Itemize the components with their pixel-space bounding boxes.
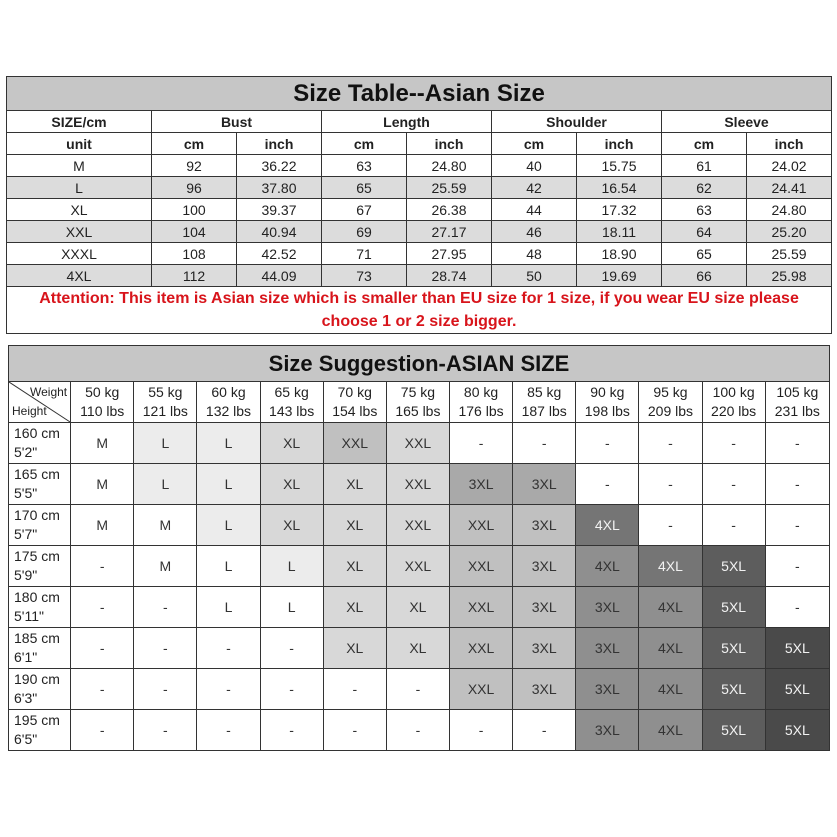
size-value-cell: 46 [492, 221, 577, 243]
weight-lbs: 176 lbs [458, 403, 504, 419]
suggested-size-cell: XXL [449, 628, 512, 669]
size-value-cell: 48 [492, 243, 577, 265]
size-value-cell: 62 [662, 177, 747, 199]
height-ft: 5'5" [14, 485, 38, 501]
unit-header: cm [152, 133, 237, 155]
size-value-cell: 36.22 [237, 155, 322, 177]
suggested-size-cell: - [323, 669, 386, 710]
size-value-cell: 40 [492, 155, 577, 177]
suggested-size-cell: - [765, 505, 829, 546]
height-ft: 5'11" [14, 608, 44, 624]
suggested-size-cell: XXL [386, 464, 449, 505]
suggested-size-cell: XL [386, 587, 449, 628]
suggested-size-cell: - [765, 587, 829, 628]
suggested-size-cell: L [197, 464, 260, 505]
weight-header-cell [639, 382, 702, 423]
suggested-size-cell: M [71, 464, 134, 505]
suggested-size-cell: - [71, 587, 134, 628]
suggested-size-cell: - [71, 669, 134, 710]
height-ft: 6'5" [14, 731, 38, 747]
suggested-size-cell: XXL [323, 423, 386, 464]
suggested-size-cell: XXL [449, 505, 512, 546]
suggested-size-cell: - [449, 710, 512, 751]
suggested-size-cell: 5XL [702, 546, 765, 587]
height-cell [9, 464, 71, 505]
suggested-size-cell: 4XL [639, 628, 702, 669]
suggested-size-cell: - [765, 464, 829, 505]
suggestion-row [9, 464, 830, 505]
size-value-cell: 112 [152, 265, 237, 287]
suggestion-row [9, 710, 830, 751]
suggested-size-cell: 4XL [576, 505, 639, 546]
suggested-size-cell: M [71, 505, 134, 546]
suggested-size-cell: 3XL [513, 546, 576, 587]
suggested-size-cell: L [134, 464, 197, 505]
size-name-cell: XL [7, 199, 152, 221]
size-row [7, 243, 832, 265]
weight-kg: 80 kg [463, 384, 499, 400]
suggested-size-cell: 4XL [639, 587, 702, 628]
weight-lbs: 132 lbs [205, 403, 252, 419]
suggested-size-cell: L [197, 505, 260, 546]
suggested-size-cell: - [134, 710, 197, 751]
weight-kg: 65 kg [274, 384, 309, 400]
weight-header-cell [323, 382, 386, 423]
height-cell [9, 505, 71, 546]
shoulder-header: Shoulder [492, 111, 662, 133]
weight-kg: 70 kg [337, 384, 372, 400]
weight-header-cell [260, 382, 323, 423]
size-value-cell: 19.69 [577, 265, 662, 287]
height-cell [9, 628, 71, 669]
height-cm: 160 cm [14, 425, 60, 441]
size-value-cell: 44.09 [237, 265, 322, 287]
weight-lbs: 121 lbs [142, 403, 188, 419]
suggested-size-cell: XL [323, 587, 386, 628]
suggested-size-cell: XXL [386, 505, 449, 546]
suggested-size-cell: XL [323, 505, 386, 546]
size-row [7, 221, 832, 243]
size-value-cell: 42.52 [237, 243, 322, 265]
suggested-size-cell: - [386, 710, 449, 751]
suggested-size-cell: 5XL [765, 628, 829, 669]
size-value-cell: 18.11 [577, 221, 662, 243]
suggested-size-cell: - [513, 710, 576, 751]
height-cm: 165 cm [14, 466, 60, 482]
suggested-size-cell: XL [386, 628, 449, 669]
weight-header-cell [197, 382, 260, 423]
height-cm: 180 cm [14, 589, 60, 605]
size-value-cell: 25.59 [407, 177, 492, 199]
unit-header: inch [237, 133, 322, 155]
size-value-cell: 24.02 [747, 155, 832, 177]
size-value-cell: 24.80 [407, 155, 492, 177]
suggested-size-cell: 5XL [702, 628, 765, 669]
unit-header: inch [407, 133, 492, 155]
height-cell [9, 710, 71, 751]
suggested-size-cell: 3XL [513, 587, 576, 628]
weight-lbs: 165 lbs [395, 403, 441, 419]
unit-header: cm [662, 133, 747, 155]
weight-lbs: 143 lbs [269, 403, 315, 419]
height-ft: 5'7" [14, 526, 38, 542]
size-value-cell: 24.80 [747, 199, 832, 221]
suggestion-title: Size Suggestion-ASIAN SIZE [9, 346, 830, 382]
size-name-cell: XXL [7, 221, 152, 243]
size-value-cell: 50 [492, 265, 577, 287]
weight-header-cell [134, 382, 197, 423]
suggested-size-cell: - [386, 669, 449, 710]
weight-kg: 55 kg [148, 384, 183, 400]
size-value-cell: 25.20 [747, 221, 832, 243]
size-value-cell: 15.75 [577, 155, 662, 177]
size-value-cell: 17.32 [577, 199, 662, 221]
suggested-size-cell: - [71, 546, 134, 587]
size-name-cell: L [7, 177, 152, 199]
size-value-cell: 63 [322, 155, 407, 177]
bust-header: Bust [152, 111, 322, 133]
suggested-size-cell: XXL [386, 546, 449, 587]
suggested-size-cell: XL [260, 505, 323, 546]
height-cell [9, 587, 71, 628]
suggested-size-cell: - [639, 505, 702, 546]
size-value-cell: 16.54 [577, 177, 662, 199]
weight-lbs: 110 lbs [80, 403, 125, 419]
size-suggestion-table [8, 345, 830, 751]
suggested-size-cell: - [639, 464, 702, 505]
attention-note: Attention: This item is Asian size which is smaller than EU size for 1 size, if you wear EU size please choose 1 or 2 size bigger. [7, 287, 832, 334]
weight-lbs: 198 lbs [584, 403, 630, 419]
suggestion-rows [9, 423, 830, 751]
size-value-cell: 44 [492, 199, 577, 221]
suggested-size-cell: M [134, 546, 197, 587]
suggested-size-cell: L [134, 423, 197, 464]
suggested-size-cell: - [765, 423, 829, 464]
weight-kg: 95 kg [653, 384, 688, 400]
weight-header-cell [513, 382, 576, 423]
suggested-size-cell: 3XL [576, 710, 639, 751]
size-value-cell: 64 [662, 221, 747, 243]
height-cm: 185 cm [14, 630, 60, 646]
size-rows [7, 155, 832, 287]
height-cell [9, 669, 71, 710]
weight-kg: 50 kg [85, 384, 120, 400]
suggestion-row [9, 628, 830, 669]
size-value-cell: 39.37 [237, 199, 322, 221]
suggested-size-cell: M [134, 505, 197, 546]
height-ft: 6'3" [14, 690, 38, 706]
weight-header-row [9, 382, 830, 423]
unit-header: inch [577, 133, 662, 155]
size-value-cell: 25.98 [747, 265, 832, 287]
weight-kg: 75 kg [400, 384, 436, 400]
weight-header-cell [702, 382, 765, 423]
size-value-cell: 104 [152, 221, 237, 243]
suggested-size-cell: XL [260, 423, 323, 464]
suggested-size-cell: L [197, 587, 260, 628]
weight-lbs: 231 lbs [774, 403, 820, 419]
suggested-size-cell: 3XL [576, 669, 639, 710]
size-value-cell: 108 [152, 243, 237, 265]
suggested-size-cell: - [197, 628, 260, 669]
size-value-cell: 67 [322, 199, 407, 221]
size-value-cell: 65 [662, 243, 747, 265]
suggested-size-cell: 4XL [576, 546, 639, 587]
size-value-cell: 71 [322, 243, 407, 265]
suggestion-row [9, 505, 830, 546]
size-value-cell: 40.94 [237, 221, 322, 243]
suggested-size-cell: L [260, 587, 323, 628]
size-value-cell: 26.38 [407, 199, 492, 221]
weight-kg: 85 kg [527, 384, 562, 400]
suggested-size-cell: - [702, 423, 765, 464]
suggested-size-cell: L [197, 423, 260, 464]
size-value-cell: 65 [322, 177, 407, 199]
suggested-size-cell: 4XL [639, 710, 702, 751]
suggested-size-cell: 5XL [765, 669, 829, 710]
size-value-cell: 25.59 [747, 243, 832, 265]
suggestion-row [9, 423, 830, 464]
size-row [7, 265, 832, 287]
suggested-size-cell: 5XL [702, 587, 765, 628]
height-cm: 195 cm [14, 712, 60, 728]
suggested-size-cell: 3XL [576, 587, 639, 628]
size-value-cell: 92 [152, 155, 237, 177]
suggested-size-cell: 5XL [702, 710, 765, 751]
size-table-title: Size Table--Asian Size [7, 77, 832, 111]
suggested-size-cell: 5XL [702, 669, 765, 710]
suggested-size-cell: 3XL [513, 628, 576, 669]
suggested-size-cell: - [134, 628, 197, 669]
weight-header-cell [765, 382, 829, 423]
size-row [7, 199, 832, 221]
size-value-cell: 63 [662, 199, 747, 221]
size-value-cell: 27.95 [407, 243, 492, 265]
weight-header-cell [449, 382, 512, 423]
weight-lbs: 154 lbs [332, 403, 378, 419]
suggested-size-cell: XL [323, 546, 386, 587]
weight-kg: 100 kg [712, 384, 755, 400]
unit-label: unit [7, 133, 152, 155]
suggestion-row [9, 587, 830, 628]
suggested-size-cell: - [576, 464, 639, 505]
suggested-size-cell: - [260, 669, 323, 710]
suggested-size-cell: 3XL [513, 505, 576, 546]
height-cell [9, 423, 71, 464]
weight-header-cell [386, 382, 449, 423]
suggested-size-cell: - [134, 587, 197, 628]
suggested-size-cell: 3XL [576, 628, 639, 669]
weight-header-cell [71, 382, 134, 423]
suggested-size-cell: - [134, 669, 197, 710]
size-value-cell: 96 [152, 177, 237, 199]
suggested-size-cell: - [197, 710, 260, 751]
size-value-cell: 24.41 [747, 177, 832, 199]
height-cm: 190 cm [14, 671, 60, 687]
weight-lbs: 187 lbs [521, 403, 567, 419]
suggested-size-cell: - [323, 710, 386, 751]
size-value-cell: 66 [662, 265, 747, 287]
height-cm: 170 cm [14, 507, 60, 523]
suggested-size-cell: - [260, 710, 323, 751]
weight-kg: 60 kg [211, 384, 246, 400]
size-value-cell: 27.17 [407, 221, 492, 243]
suggestion-row [9, 669, 830, 710]
suggested-size-cell: - [71, 710, 134, 751]
weight-lbs: 209 lbs [647, 403, 694, 419]
suggested-size-cell: - [197, 669, 260, 710]
suggested-size-cell: - [639, 423, 702, 464]
unit-header: cm [492, 133, 577, 155]
size-value-cell: 69 [322, 221, 407, 243]
size-value-cell: 100 [152, 199, 237, 221]
suggested-size-cell: - [449, 423, 512, 464]
suggested-size-cell: 5XL [765, 710, 829, 751]
size-value-cell: 42 [492, 177, 577, 199]
suggested-size-cell: - [702, 464, 765, 505]
height-ft: 6'1" [14, 649, 38, 665]
suggested-size-cell: - [576, 423, 639, 464]
size-label: SIZE/cm [7, 111, 152, 133]
size-value-cell: 18.90 [577, 243, 662, 265]
suggested-size-cell: - [71, 628, 134, 669]
height-cell [9, 546, 71, 587]
size-name-cell: 4XL [7, 265, 152, 287]
suggested-size-cell: L [260, 546, 323, 587]
weight-height-corner [9, 382, 71, 423]
weight-header-cell [576, 382, 639, 423]
size-row [7, 155, 832, 177]
unit-header: inch [747, 133, 832, 155]
suggested-size-cell: XXL [449, 587, 512, 628]
suggested-size-cell: XXL [386, 423, 449, 464]
suggested-size-cell: M [71, 423, 134, 464]
size-name-cell: M [7, 155, 152, 177]
size-value-cell: 61 [662, 155, 747, 177]
size-table [6, 76, 832, 334]
suggested-size-cell: 3XL [513, 464, 576, 505]
suggested-size-cell: XXL [449, 546, 512, 587]
size-value-cell: 37.80 [237, 177, 322, 199]
weight-label: Weight [30, 385, 68, 399]
suggested-size-cell: - [765, 546, 829, 587]
suggested-size-cell: 4XL [639, 669, 702, 710]
size-value-cell: 73 [322, 265, 407, 287]
weight-lbs: 220 lbs [711, 403, 757, 419]
weight-kg: 90 kg [590, 384, 625, 400]
suggested-size-cell: XXL [449, 669, 512, 710]
height-label: Height [12, 404, 47, 418]
suggested-size-cell: 4XL [639, 546, 702, 587]
suggested-size-cell: - [513, 423, 576, 464]
suggested-size-cell: XL [323, 464, 386, 505]
size-value-cell: 28.74 [407, 265, 492, 287]
height-ft: 5'9" [14, 567, 38, 583]
sleeve-header: Sleeve [662, 111, 832, 133]
suggested-size-cell: 3XL [449, 464, 512, 505]
suggested-size-cell: - [702, 505, 765, 546]
unit-header: cm [322, 133, 407, 155]
suggestion-row [9, 546, 830, 587]
size-row [7, 177, 832, 199]
size-name-cell: XXXL [7, 243, 152, 265]
height-cm: 175 cm [14, 548, 60, 564]
height-ft: 5'2" [14, 444, 38, 460]
length-header: Length [322, 111, 492, 133]
weight-kg: 105 kg [776, 384, 819, 400]
suggested-size-cell: 3XL [513, 669, 576, 710]
suggested-size-cell: XL [260, 464, 323, 505]
suggested-size-cell: L [197, 546, 260, 587]
suggested-size-cell: - [260, 628, 323, 669]
suggested-size-cell: XL [323, 628, 386, 669]
